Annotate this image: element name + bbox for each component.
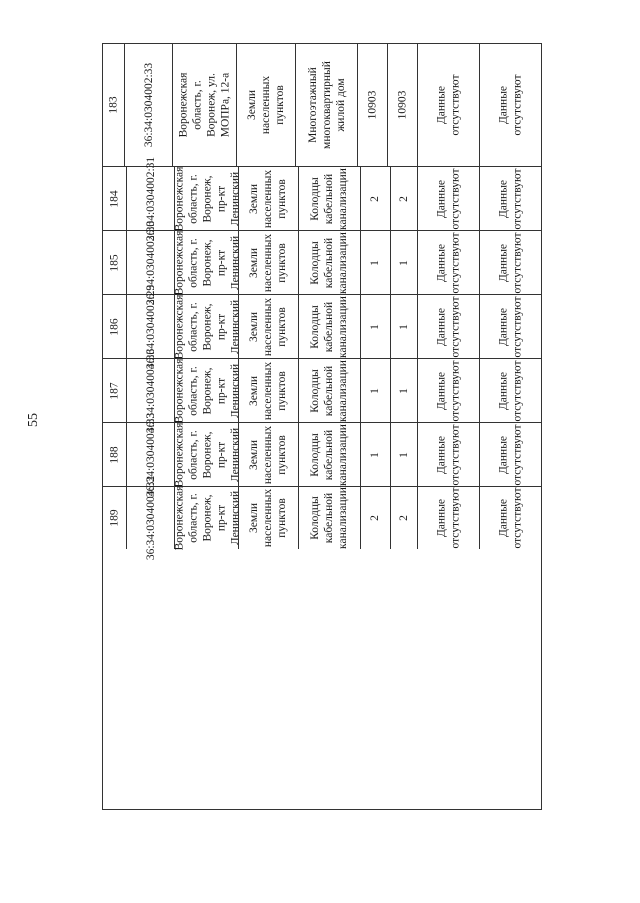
cell-number [103,231,126,294]
area-value: 10903 [396,90,409,120]
cell-info2 [479,359,541,422]
cell-area2 [390,295,417,358]
area-value: 1 [397,387,410,394]
cell-info1 [417,423,479,486]
land-category: Земли населенных пунктов [248,361,289,420]
land-category: Земли населенных пунктов [248,488,289,548]
cell-info1 [417,359,479,422]
cell-area2 [390,359,417,422]
address: Воронежская область, г. Воронеж, пр-кт Ленинский [172,485,241,551]
info-text: Данные отсутствуют [497,359,524,422]
info-text: Данные отсутствуют [497,231,524,294]
cell-number [103,359,126,422]
cell-area2 [390,487,417,549]
cell-info2 [479,423,541,486]
cell-cadastral [126,475,174,561]
row-number: 184 [108,189,121,208]
cell-area1 [357,44,387,166]
cell-info1 [417,295,479,358]
address: Воронежская область, г. Воронеж, пр-кт Ленинский [172,422,241,487]
cell-category [238,423,297,486]
cell-number [103,423,126,486]
page-number: 55 [26,413,41,427]
cell-info2 [479,231,541,294]
permitted-use: Колодцы кабельной канализации [309,487,350,549]
cell-info1 [417,487,479,549]
address: Воронежская область, г. Воронеж, ул. МОПРа, 12-а [177,72,232,138]
info-text: Данные отсутствуют [435,423,462,486]
table-row [103,475,541,561]
info-text: Данные отсутствуют [435,359,462,422]
cell-area1 [360,167,390,230]
table-row [103,220,541,305]
info-text: Данные отсутствуют [435,167,462,230]
table-row [103,156,541,241]
cell-use [298,423,360,486]
cell-info1 [417,231,479,294]
cell-use [298,487,360,549]
cadastral-number: 36:34:0304002:31 [144,156,157,241]
land-category: Земли населенных пунктов [248,297,289,356]
info-text: Данные отсутствуют [435,295,462,358]
cell-area1 [360,295,390,358]
cell-number [103,295,126,358]
info-text: Данные отсутствуют [497,167,524,230]
cadastral-number: 36:34:0304002:29 [144,284,157,369]
cell-use [298,167,360,230]
row-number: 189 [108,509,121,527]
area-value: 2 [397,195,410,202]
cell-category [238,167,297,230]
cell-info1 [417,44,479,166]
address: Воронежская область, г. Воронеж, пр-кт Ленинский [172,230,241,295]
info-text: Данные отсутствуют [435,487,462,549]
area-value: 1 [369,451,382,458]
area-value: 2 [397,515,410,521]
cell-address [172,166,241,231]
area-value: 1 [397,451,410,458]
row-number: 185 [108,253,121,272]
cell-info2 [479,487,541,549]
permitted-use: Колодцы кабельной канализации [309,167,350,230]
cell-use [295,44,357,166]
cell-area1 [360,487,390,549]
cell-number [103,167,126,230]
permitted-use: Колодцы кабельной канализации [309,231,350,294]
land-plots-table [102,43,542,810]
cell-category [238,359,297,422]
cell-category [238,295,297,358]
cell-number [103,44,124,166]
cell-cadastral [124,44,172,166]
cell-category [238,231,297,294]
cell-number [103,487,126,549]
cell-address [172,485,241,551]
land-category: Земли населенных пунктов [248,169,289,228]
info-text: Данные отсутствуют [497,423,524,486]
address: Воронежская область, г. Воронеж, пр-кт Ленинский [172,294,241,359]
cell-use [298,295,360,358]
table-row [103,412,541,497]
table-row [103,284,541,369]
cell-address [172,358,241,423]
table-row [103,44,541,167]
permitted-use: Колодцы кабельной канализации [309,295,350,358]
info-text: Данные отсутствуют [497,487,524,549]
cadastral-number: 36:34:0304002:30 [144,220,157,305]
cell-address [172,44,236,166]
address: Воронежская область, г. Воронеж, пр-кт Ленинский [172,166,241,231]
cadastral-number: 36:34:0304004:32 [144,475,157,561]
area-value: 1 [369,387,382,394]
cell-area2 [390,167,417,230]
cell-address [172,422,241,487]
land-category: Земли населенных пунктов [246,75,287,135]
row-number: 186 [108,317,121,336]
cell-area2 [390,423,417,486]
permitted-use: Многоэтажный многоквартирный жилой дом [306,61,347,149]
cell-area1 [360,423,390,486]
cell-area1 [360,231,390,294]
cell-address [172,294,241,359]
cell-use [298,231,360,294]
cadastral-number: 36:34:0304004:36 [144,348,157,433]
cell-area1 [360,359,390,422]
address: Воронежская область, г. Воронеж, пр-кт Ленинский [172,358,241,423]
cell-info2 [479,44,541,166]
cell-address [172,230,241,295]
info-text: Данные отсутствуют [497,74,524,136]
cell-info2 [479,295,541,358]
land-category: Земли населенных пунктов [248,233,289,292]
area-value: 1 [397,259,410,266]
area-value: 2 [369,515,382,521]
cell-use [298,359,360,422]
area-value: 1 [369,323,382,330]
row-number: 183 [107,96,120,114]
area-value: 2 [369,195,382,202]
permitted-use: Колодцы кабельной канализации [309,359,350,422]
area-value: 1 [369,259,382,266]
info-text: Данные отсутствуют [435,74,462,136]
table-row [103,348,541,433]
cell-area2 [387,44,417,166]
area-value: 10903 [366,90,379,120]
area-value: 1 [397,323,410,330]
info-text: Данные отсутствуют [435,231,462,294]
info-text: Данные отсутствуют [497,295,524,358]
cell-category [236,44,295,166]
row-number: 188 [108,445,121,464]
cell-area2 [390,231,417,294]
cell-info2 [479,167,541,230]
permitted-use: Колодцы кабельной канализации [309,423,350,486]
land-category: Земли населенных пунктов [248,425,289,484]
cell-category [238,487,297,549]
cadastral-number: 36:34:0304002:33 [142,62,155,148]
row-number: 187 [108,381,121,400]
cadastral-number: 36:34:0304004:33 [144,412,157,497]
cell-info1 [417,167,479,230]
